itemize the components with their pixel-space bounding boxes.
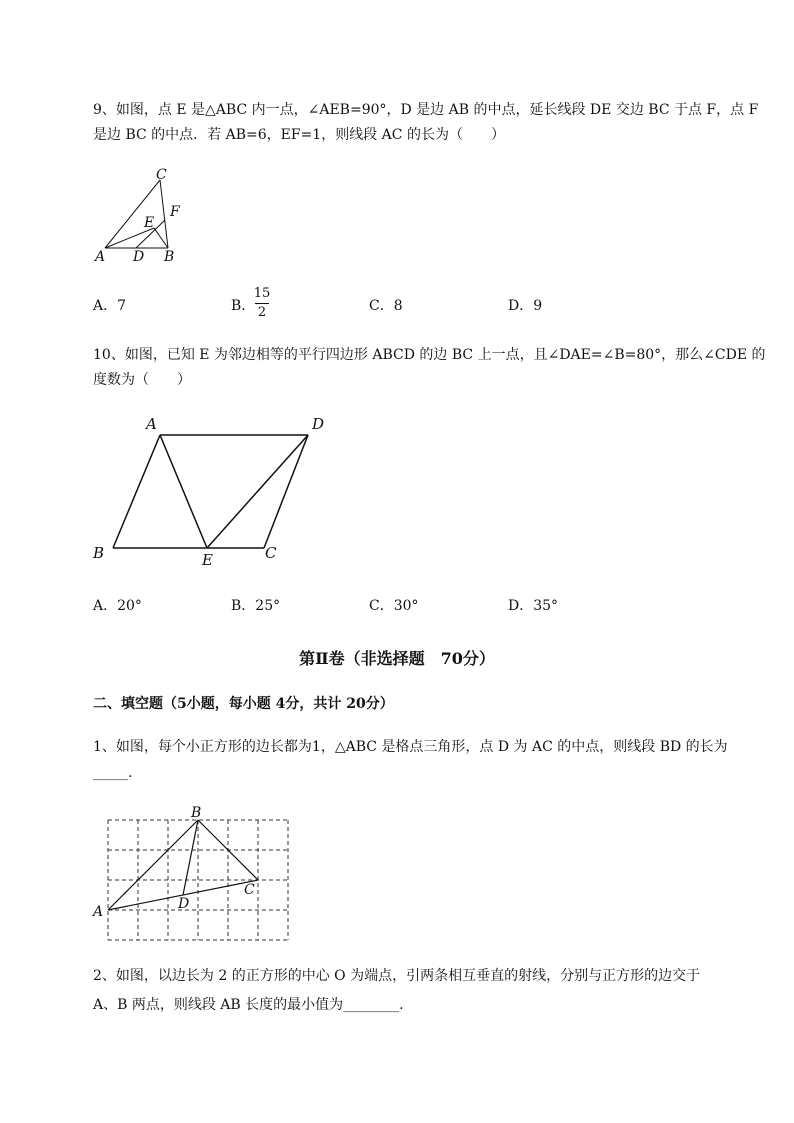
q9-option-b-denominator: 2: [257, 305, 267, 320]
q9-figure: [90, 168, 200, 268]
section-title: 第Ⅱ卷（非选择题 70分）: [299, 649, 495, 668]
q10-segment-dc: [264, 435, 308, 548]
q9-option-b-fraction: [252, 287, 272, 320]
q10-option-d: D．35°: [508, 598, 559, 614]
f1-text-line2: _____.: [93, 765, 133, 781]
f1-label-b: B: [191, 805, 202, 821]
f1-grid-figure: [92, 804, 297, 949]
q9-option-b-prefix: B．: [231, 298, 256, 314]
f1-segment-bd: [183, 820, 198, 895]
q10-label-e: E: [202, 551, 213, 569]
q10-segment-ae: [160, 435, 207, 548]
q10-text-line1: 10、如图，已知 E 为邻边相等的平行四边形 ABCD 的边 BC 上一点，且∠DAE=∠B=80°，那么∠CDE 的: [93, 347, 766, 363]
q9-label-b: B: [164, 249, 175, 265]
q9-label-a: A: [95, 249, 106, 265]
q9-option-b-numerator: 15: [253, 286, 271, 301]
q9-option-c: C．8: [369, 298, 403, 314]
q9-label-d: D: [133, 249, 145, 265]
q10-segment-ed: [207, 435, 308, 548]
f2-text-line1: 2、如图，以边长为 2 的正方形的中心 O 为端点，引两条相互垂直的射线，分别与正方形的边交于: [93, 968, 701, 984]
f1-label-d: D: [178, 896, 190, 912]
f1-label-a: A: [93, 904, 104, 920]
q10-label-a: A: [146, 415, 157, 433]
q10-label-c: C: [265, 544, 277, 562]
q10-option-a: A．20°: [93, 598, 142, 614]
f2-text-line2: A、B 两点，则线段 AB 长度的最小值为________.: [93, 997, 404, 1013]
q9-text-line1: 9、如图，点 E 是△ABC 内一点，∠AEB=90°，D 是边 AB 的中点，延长线段 DE 交边 BC 于点 F，点 F: [93, 102, 759, 118]
q10-label-b: B: [93, 544, 105, 562]
fraction-bar: [255, 303, 269, 304]
q10-text-line2: 度数为（ ）: [93, 372, 191, 388]
q10-figure: [90, 412, 340, 572]
q9-label-f: F: [170, 204, 180, 220]
q9-option-a: A．7: [93, 298, 127, 314]
q9-segment-ca: [105, 180, 160, 248]
q9-option-d: D．9: [508, 298, 543, 314]
q10-label-d: D: [312, 415, 325, 433]
q9-label-c: C: [156, 167, 167, 183]
q10-option-c: C．30°: [369, 598, 419, 614]
f1-label-c: C: [244, 882, 255, 898]
q9-text-line2: 是边 BC 的中点．若 AB=6，EF=1，则线段 AC 的长为（ ）: [93, 127, 505, 143]
section-heading: 二、填空题（5小题，每小题 4分，共计 20分）: [93, 696, 394, 712]
q10-segment-ba: [113, 435, 160, 548]
q9-label-e: E: [144, 215, 155, 231]
f1-text-line1: 1、如图，每个小正方形的边长都为1，△ABC 是格点三角形，点 D 为 AC 的中点，则线段 BD 的长为: [93, 739, 728, 755]
q10-option-b: B．25°: [231, 598, 281, 614]
